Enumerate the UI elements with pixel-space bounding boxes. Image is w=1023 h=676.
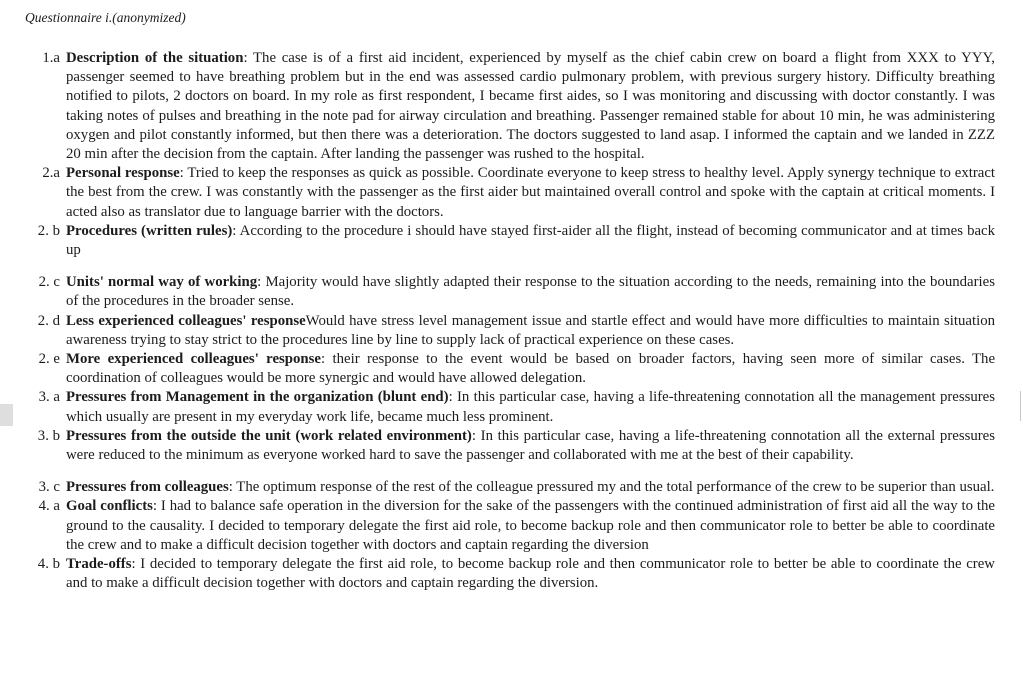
item-label: Less experienced colleagues' response [66,312,306,329]
item-separator: : [448,389,457,406]
item-text: their response to the event would be based on broader factors, having seen more of similar cases. The coordination of colleagues would be more synergic and would have allowed delegation. [66,351,996,387]
item-label: Pressures from Management in the organization (blunt end) [66,389,449,406]
item-body [66,350,995,388]
item-body [66,222,995,260]
right-edge-artifact [1020,391,1021,421]
item-number: 2.a [42,165,60,182]
item-separator: : [228,479,237,496]
item-text: Would have stress level management issue and startle effect and would have more difficulties to maintain situation awareness trying to stay strict to the procedures line by line to supply lack of practical experience on these cases. [66,312,995,348]
item-label: More experienced colleagues' response [66,351,321,368]
questionnaire-item [34,49,995,164]
item-body [66,49,995,164]
item-text: Tried to keep the responses as quick as possible. Coordinate everyone to keep stress to healthy level. Apply synergy technique to extract the best from the crew. I was constantly with the passenger as the first aider but maintained overall control and spoke with the captain at critical moments. I acted also as translator due to language barrier with the doctors. [66,165,995,220]
item-separator: : [243,50,254,66]
questionnaire-item [34,497,995,555]
item-separator: : [152,498,161,515]
item-label: Personal response [66,165,180,182]
questionnaire-item [34,312,995,350]
item-body [66,273,995,311]
item-number: 3. b [37,427,60,444]
page-title: Questionnaire i.(anonymized) [25,10,186,25]
item-number: 1.a [42,50,60,66]
item-number: 2. e [38,351,60,368]
questionnaire-item [34,350,995,388]
item-body [66,312,995,350]
item-separator: : [131,556,141,573]
item-number: 4. a [38,498,60,515]
item-separator: : [257,274,266,291]
item-number: 4. b [37,556,60,573]
item-text: The case is of a first aid incident, experienced by myself as the chief cabin crew on board a flight from XXX to YYY, passenger seemed to have breathing problem but in the end was assessed cardio pulmonary problem, with previous surgery history. Difficulty breathing notified to pilots, 2 doctors on board. In my role as first respondent, I became first aides, so I was monitoring and discussing with doctor constantly. I was taking notes of pulses and breathing in the note pad for airway circulation and breathing. Passenger remained stable for about 10 min, he was administering oxygen and pilot constantly informed, but then there was a deterioration. The doctors suggested to land asap. I informed the captain and we landed in ZZZ 20 min after the decision from the captain. After landing the passenger was rushed to the hospital. [66,50,995,163]
item-label: Pressures from colleagues [66,479,229,496]
left-edge-artifact [0,404,13,426]
item-text: I had to balance safe operation in the diversion for the sake of the passengers with the continued administration of first aid all the way to the ground to the causality. I decided to temporary delegate the first aid role, to become backup role and then communicator role to better be able to coordinate the crew and to make a difficult decision together with doctors and captain regarding the diversion [66,498,995,553]
questionnaire-item [34,273,995,311]
item-body [66,164,995,222]
item-body [66,497,995,555]
item-label: Goal conflicts [66,498,153,515]
questionnaire-item [34,222,995,260]
item-number: 3. a [38,389,60,406]
item-number: 3. c [38,479,60,496]
questionnaire-item [34,478,995,497]
item-label: Procedures (written rules) [66,222,233,239]
item-text: In this particular case, having a life-threatening connotation all the management pressures which usually are present in my everyday work life, became much less prominent. [66,389,996,425]
item-text: According to the procedure i should have stayed first-aider all the flight, instead of becoming communicator and at times back up [66,222,996,259]
item-body [66,478,995,497]
item-text: The optimum response of the rest of the colleague pressured my and the total performance of the crew to be superior than usual. [236,479,995,496]
questionnaire-item [34,164,995,222]
item-separator: : [321,351,333,368]
item-body [66,388,995,426]
questionnaire-item [34,555,995,593]
item-label: Trade-offs [66,556,132,573]
item-body [66,427,995,465]
questionnaire-item [34,388,995,426]
item-text: Majority would have slightly adapted their response to the situation according to the needs, remaining into the boundaries of the procedures in the broader sense. [66,274,995,310]
questionnaire-list [34,49,995,593]
item-number: 2. d [37,312,60,329]
item-label: Units' normal way of working [66,274,258,291]
item-number: 2. c [38,274,60,291]
questionnaire-item [34,427,995,465]
item-text: I decided to temporary delegate the first aid role, to become backup role and then communicator role to better be able to coordinate the crew and to make a difficult decision together with doctors and captain regarding the diversion. [66,556,995,592]
item-number: 2. b [37,222,60,239]
item-body [66,555,995,593]
item-text: In this particular case, having a life-threatening connotation all the external pressures were reduced to the minimum as everyone worked hard to save the passenger and collaborated with me at the best of their capability. [66,427,995,464]
item-separator: : [179,165,188,182]
item-label: Pressures from the outside the unit (work related environment) [66,427,472,444]
item-label: Description of the situation [66,50,244,66]
item-separator: : [471,427,481,444]
item-separator: : [232,222,240,239]
